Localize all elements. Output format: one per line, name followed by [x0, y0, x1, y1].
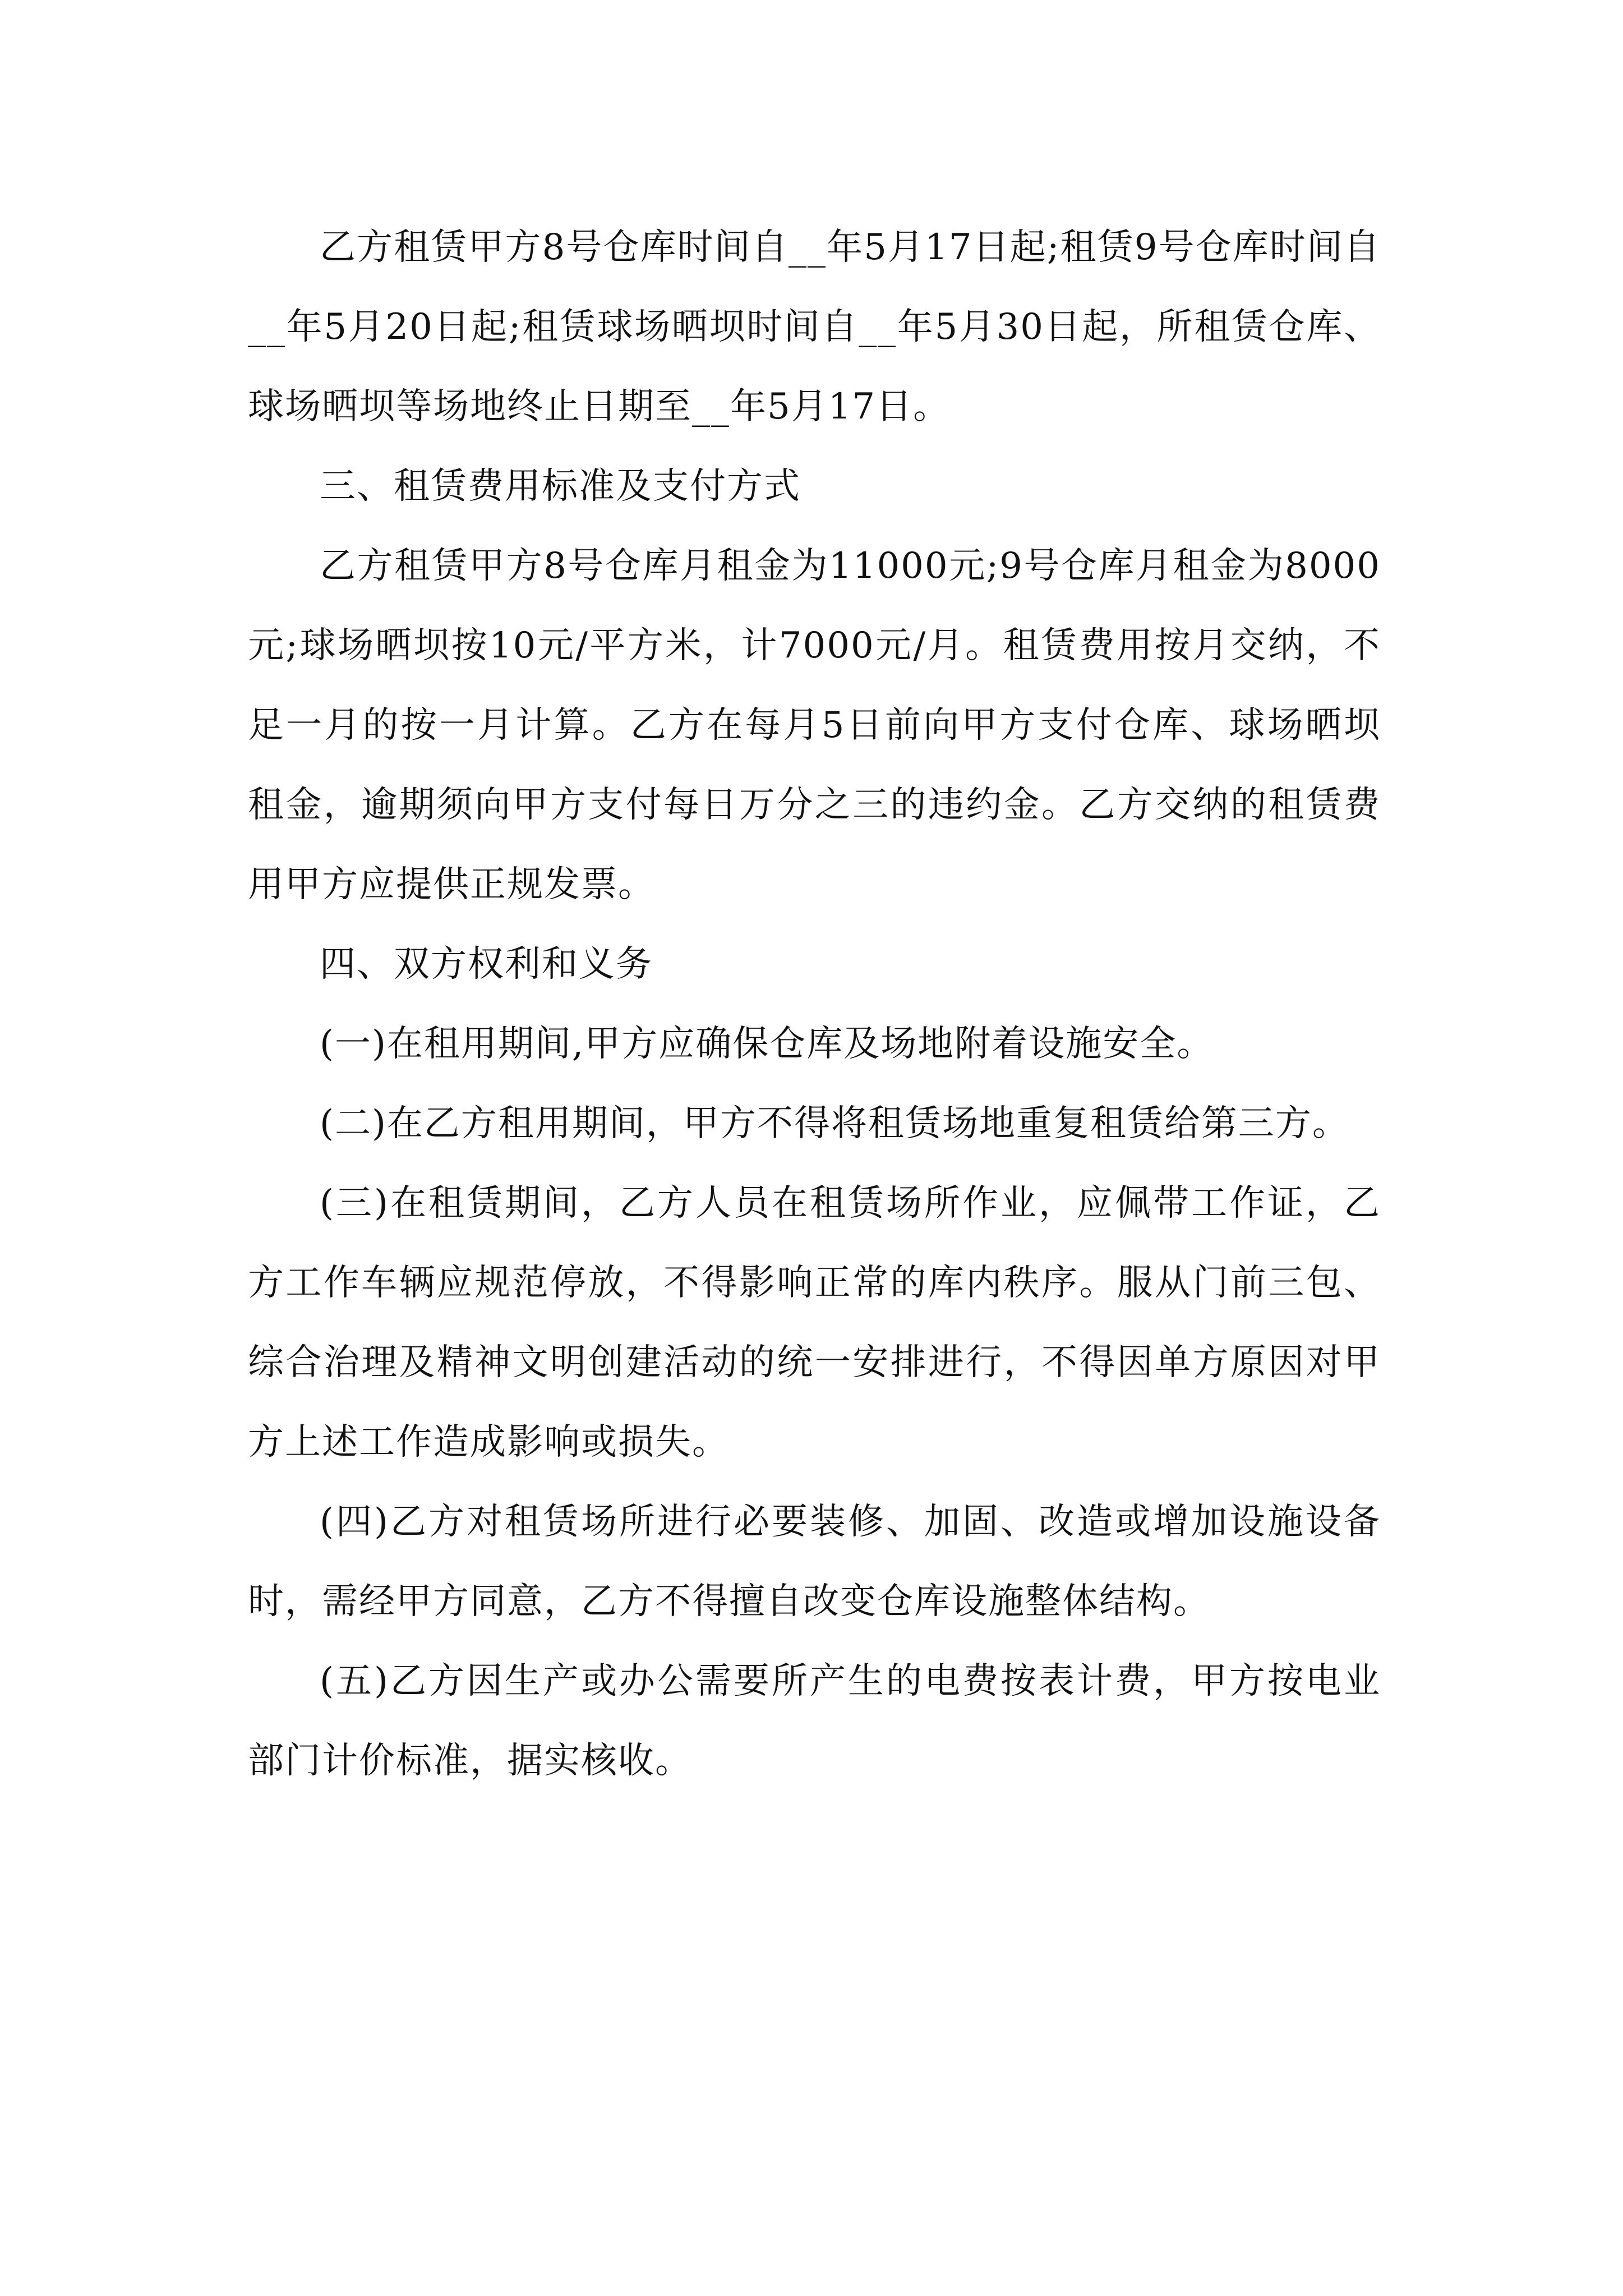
- document-body: [248, 208, 1381, 1801]
- paragraph-fees: 乙方租赁甲方8号仓库月租金为11000元;9号仓库月租金为8000元;球场晒坝按10元/平方米，计7000元/月。租赁费用按月交纳，不足一月的按一月计算。乙方在每月5日前向甲方支付仓库、球场晒坝租金，逾期须向甲方支付每日万分之三的违约金。乙方交纳的租赁费用甲方应提供正规发票。: [248, 545, 1381, 905]
- section-heading-fees: 三、租赁费用标准及支付方式: [320, 466, 801, 507]
- paragraph-clause-4: (四)乙方对租赁场所进行必要装修、加固、改造或增加设施设备时，需经甲方同意，乙方不得擅自改变仓库设施整体结构。: [248, 1501, 1381, 1622]
- section-heading-rights: 四、双方权利和义务: [320, 944, 653, 985]
- paragraph-clause-1: (一)在租用期间,甲方应确保仓库及场地附着设施安全。: [320, 1023, 1214, 1065]
- paragraph-clause-3: (三)在租赁期间，乙方人员在租赁场所作业，应佩带工作证，乙方工作车辆应规范停放，不得影响正常的库内秩序。服从门前三包、综合治理及精神文明创建活动的统一安排进行，不得因单方原因对甲方上述工作造成影响或损失。: [248, 1182, 1381, 1463]
- paragraph-clause-5: (五)乙方因生产或办公需要所产生的电费按表计费，甲方按电业部门计价标准，据实核收。: [248, 1660, 1381, 1782]
- paragraph-clause-2: (二)在乙方租用期间，甲方不得将租赁场地重复租赁给第三方。: [320, 1103, 1349, 1144]
- paragraph-lease-period: 乙方租赁甲方8号仓库时间自__年5月17日起;租赁9号仓库时间自__年5月20日起;租赁球场晒坝时间自__年5月30日起，所租赁仓库、球场晒坝等场地终止日期至__年5月17日。: [248, 227, 1381, 427]
